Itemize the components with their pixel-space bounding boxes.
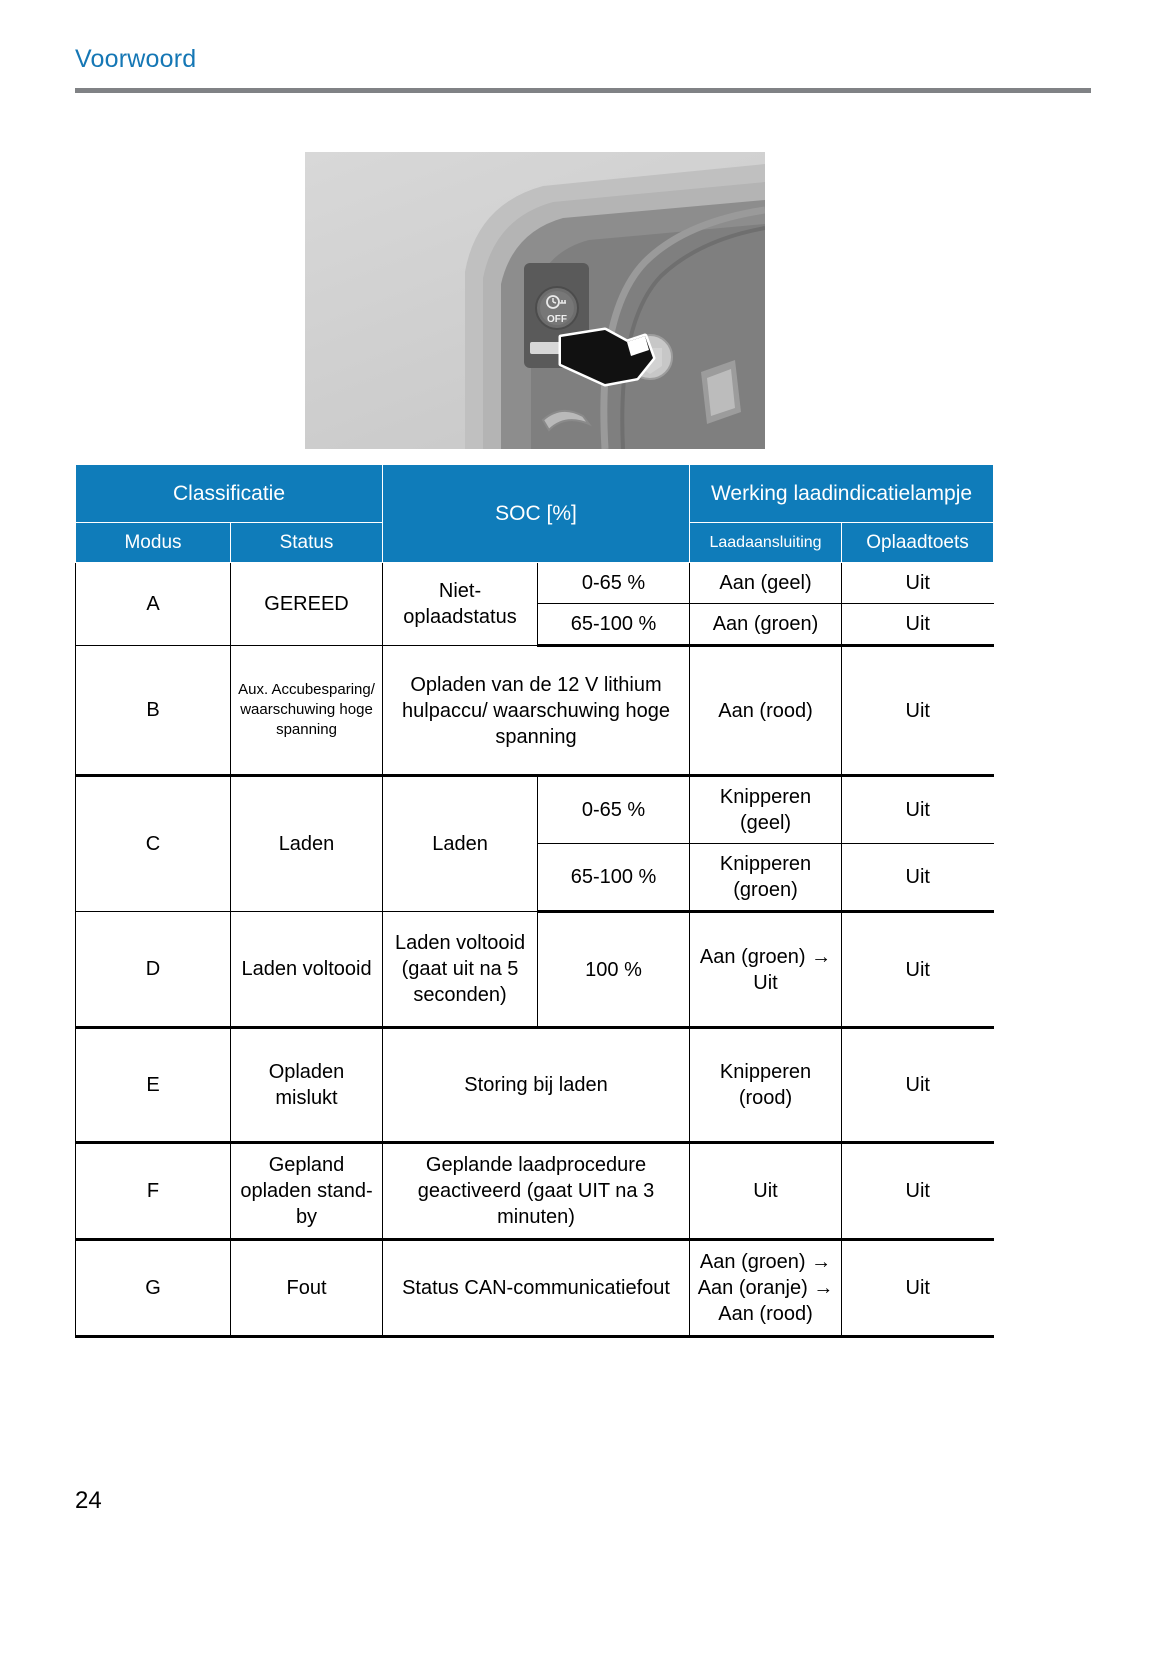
charge-indicator-status-table bbox=[75, 464, 994, 1338]
cell-laadaansluiting: Aan (groen) → Aan (oranje) → Aan (rood) bbox=[690, 1240, 842, 1337]
header-divider bbox=[75, 88, 1091, 93]
cell-soc-text: Laden bbox=[383, 776, 538, 912]
cell-status: Laden bbox=[231, 776, 383, 912]
cell-modus: A bbox=[76, 563, 231, 646]
header-classificatie: Classificatie bbox=[76, 465, 383, 523]
cell-oplaadtoets: Uit bbox=[842, 1028, 994, 1143]
table-head bbox=[76, 465, 994, 563]
cell-laadaansluiting: Aan (geel) bbox=[690, 563, 842, 604]
cell-laadaansluiting: Aan (rood) bbox=[690, 646, 842, 776]
cell-laadaansluiting: Knipperen (geel) bbox=[690, 776, 842, 844]
cell-status: GEREED bbox=[231, 563, 383, 646]
cell-laadaansluiting: Knipperen (groen) bbox=[690, 844, 842, 912]
cell-oplaadtoets: Uit bbox=[842, 646, 994, 776]
table-row bbox=[76, 1143, 994, 1240]
cell-soc-text: Opladen van de 12 V lithium hulpaccu/ waarschuwing hoge spanning bbox=[383, 646, 690, 776]
charge-timer-off-button-illustration bbox=[305, 152, 765, 449]
cell-oplaadtoets: Uit bbox=[842, 844, 994, 912]
cell-soc-text: Geplande laadprocedure geactiveerd (gaat UIT na 3 minuten) bbox=[383, 1143, 690, 1240]
header-modus: Modus bbox=[76, 523, 231, 563]
cell-status: Fout bbox=[231, 1240, 383, 1337]
cell-status: Aux. Accubesparing/ waarschuwing hoge spanning bbox=[231, 646, 383, 776]
header-oplaadtoets: Oplaadtoets bbox=[842, 523, 994, 563]
cell-oplaadtoets: Uit bbox=[842, 776, 994, 844]
cell-status: Laden voltooid bbox=[231, 912, 383, 1028]
cell-oplaadtoets: Uit bbox=[842, 912, 994, 1028]
cell-soc-percent: 100 % bbox=[538, 912, 690, 1028]
table-row bbox=[76, 776, 994, 844]
cell-modus: B bbox=[76, 646, 231, 776]
cell-modus: D bbox=[76, 912, 231, 1028]
cell-laadaansluiting: Aan (groen) bbox=[690, 604, 842, 646]
chapter-title: Voorwoord bbox=[75, 45, 197, 73]
svg-text:OFF: OFF bbox=[547, 314, 567, 325]
table-header-row-1 bbox=[76, 465, 994, 523]
cell-modus: C bbox=[76, 776, 231, 912]
cell-modus: G bbox=[76, 1240, 231, 1337]
cell-soc-percent: 65-100 % bbox=[538, 604, 690, 646]
cell-soc-percent: 0-65 % bbox=[538, 776, 690, 844]
table-row bbox=[76, 1240, 994, 1337]
cell-status: Opladen mislukt bbox=[231, 1028, 383, 1143]
page-number: 24 bbox=[75, 1487, 102, 1514]
cell-laadaansluiting: Knipperen (rood) bbox=[690, 1028, 842, 1143]
table-row bbox=[76, 912, 994, 1028]
cell-laadaansluiting: Uit bbox=[690, 1143, 842, 1240]
cell-oplaadtoets: Uit bbox=[842, 563, 994, 604]
cell-soc-text: Status CAN-communicatiefout bbox=[383, 1240, 690, 1337]
table-row bbox=[76, 1028, 994, 1143]
table-row bbox=[76, 646, 994, 776]
cell-oplaadtoets: Uit bbox=[842, 1143, 994, 1240]
cell-laadaansluiting: Aan (groen) → Uit bbox=[690, 912, 842, 1028]
cell-soc-percent: 65-100 % bbox=[538, 844, 690, 912]
table-row bbox=[76, 563, 994, 604]
cell-oplaadtoets: Uit bbox=[842, 1240, 994, 1337]
cell-soc-text: Laden voltooid (gaat uit na 5 seconden) bbox=[383, 912, 538, 1028]
cell-oplaadtoets: Uit bbox=[842, 604, 994, 646]
table-body bbox=[76, 563, 994, 1337]
cell-soc-text: Storing bij laden bbox=[383, 1028, 690, 1143]
header-status: Status bbox=[231, 523, 383, 563]
cell-modus: E bbox=[76, 1028, 231, 1143]
header-werking: Werking laadindicatielampje bbox=[690, 465, 994, 523]
header-laadaansluiting: Laadaansluiting bbox=[690, 523, 842, 563]
cell-modus: F bbox=[76, 1143, 231, 1240]
cell-status: Gepland opladen stand-by bbox=[231, 1143, 383, 1240]
cell-soc-percent: 0-65 % bbox=[538, 563, 690, 604]
illustration-graphic bbox=[305, 152, 765, 449]
page-header bbox=[75, 44, 1090, 74]
cell-soc-text: Niet-oplaadstatus bbox=[383, 563, 538, 646]
header-soc: SOC [%] bbox=[383, 465, 690, 563]
